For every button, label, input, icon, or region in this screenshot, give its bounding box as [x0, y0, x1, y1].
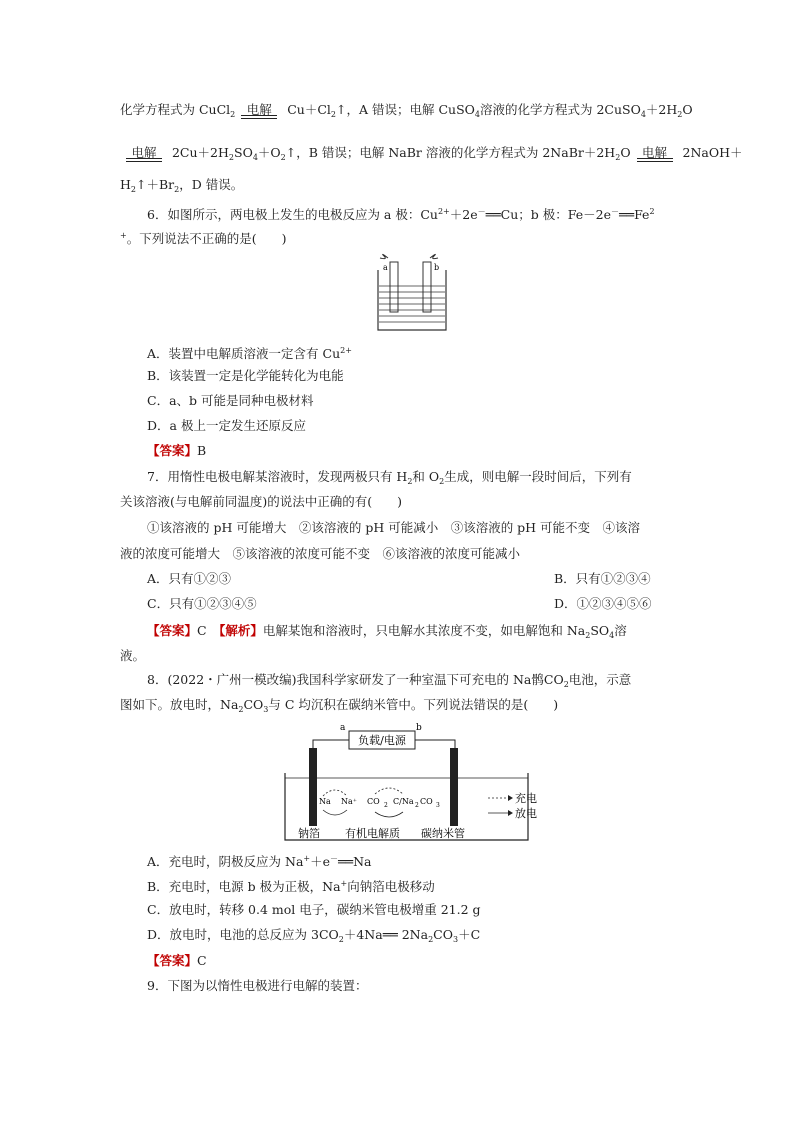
q7-answer: 【答案】C 【解析】电解某饱和溶液时，只电解水其浓度不变，如电解饱和 $Na_2SO_4$溶	[147, 623, 627, 640]
question-6-stem: 6．如图所示，两电极上发生的电极反应为 a 极：$Cu^{2+}+2e^-══Cu$；b 极：$Fe-2e^-══Fe^2$	[147, 207, 655, 222]
q7-options-row1: A．只有①②③ B．只有①②③④	[147, 571, 651, 586]
electrolytic-cell-figure	[368, 250, 458, 334]
load-power-label: 负载/电源	[358, 734, 406, 747]
label-a: a	[383, 263, 388, 272]
question-7-stem: 7．用惰性电极电解某溶液时，发现两极只有 $H_2$和 $O_2$生成，则电解一段时间后，下列有	[147, 469, 632, 486]
q6-option-c: C．a、b 可能是同种电极材料	[147, 393, 314, 408]
label-b: b	[434, 263, 440, 272]
q6-answer: 【答案】B	[147, 443, 207, 458]
q8-option-a: A．充电时，阴极反应为 Na+＋e－══Na	[147, 854, 372, 869]
fig-carbon-nanotube: 碳纳米管	[421, 827, 465, 840]
question-6-stem-cont: +。下列说法不正确的是( )	[120, 231, 287, 246]
question-8-stem-cont: 图如下。放电时，$Na_2CO_3$与 C 均沉积在碳纳米管中。下列说法错误的是( )	[120, 697, 559, 714]
fig-na: Na	[319, 797, 331, 806]
fig-na-plus: Na⁺	[341, 797, 357, 806]
fig-discharge: 放电	[515, 807, 537, 820]
q6-option-b: B．该装置一定是化学能转化为电能	[147, 368, 344, 383]
q8-answer: 【答案】C	[147, 953, 207, 968]
svg-text:2: 2	[384, 802, 388, 809]
text-line: 电解 $2Cu+2H_2SO_4+O_2↑$，B 错误；电解 NaBr 溶液的化学方程式为 $2NaBr+2H_2O$ 电解 2NaOH＋	[120, 144, 743, 167]
q8-option-d: D．放电时，电池的总反应为 $3CO_2+4Na══$ $2Na_2CO_3+C$	[147, 927, 481, 944]
q8-option-c: C．放电时，转移 0.4 mol 电子，碳纳米管电极增重 21.2 g	[147, 902, 481, 917]
q7-options-row2: C．只有①②③④⑤ D．①②③④⑤⑥	[147, 596, 652, 611]
q7-items: ①该溶液的 pH 可能增大 ②该溶液的 pH 可能减小 ③该溶液的 pH 可能不变 ④该溶	[147, 520, 641, 535]
na-co2-battery-figure	[283, 718, 553, 843]
svg-text:CO: CO	[420, 797, 433, 806]
svg-text:2: 2	[415, 802, 419, 809]
question-7-stem-cont: 关该溶液(与电解前同温度)的说法中正确的有( )	[120, 494, 403, 509]
q8-option-b: B．充电时，电源 b 极为正极，Na+向钠箔电极移动	[147, 879, 435, 894]
q7-items-cont: 液的浓度可能增大 ⑤该溶液的浓度可能不变 ⑥该溶液的浓度可能减小	[120, 546, 521, 561]
fig-organic-electrolyte: 有机电解质	[345, 827, 400, 840]
fig-label-b: b	[416, 723, 422, 733]
q7-answer-cont: 液。	[120, 648, 146, 663]
fig-co2: CO	[367, 797, 380, 806]
text-line: 化学方程式为 CuCl$_2$ 电解 $Cu+Cl_2↑$，A 错误；电解 CuSO$_4$溶液的化学方程式为 $2CuSO_4+2H_2O$	[120, 102, 693, 119]
fig-c-na2co3: C/Na	[393, 797, 414, 806]
q6-option-a: A．装置中电解质溶液一定含有 $Cu^{2+}$	[147, 346, 352, 361]
question-8-stem: 8．(2022・广州一模改编)我国科学家研发了一种室温下可充电的 Na鹘$CO_2$电池，示意	[147, 672, 632, 689]
fig-charge: 充电	[515, 792, 537, 805]
question-9-stem: 9．下图为以惰性电极进行电解的装置：	[147, 978, 368, 993]
q6-option-d: D．a 极上一定发生还原反应	[147, 418, 306, 433]
text-line: $H_2↑+Br_2$，D 错误。	[120, 177, 244, 194]
fig-sodium-foil: 钠箔	[298, 827, 320, 840]
svg-text:3: 3	[436, 802, 440, 809]
fig-label-a: a	[340, 723, 346, 733]
